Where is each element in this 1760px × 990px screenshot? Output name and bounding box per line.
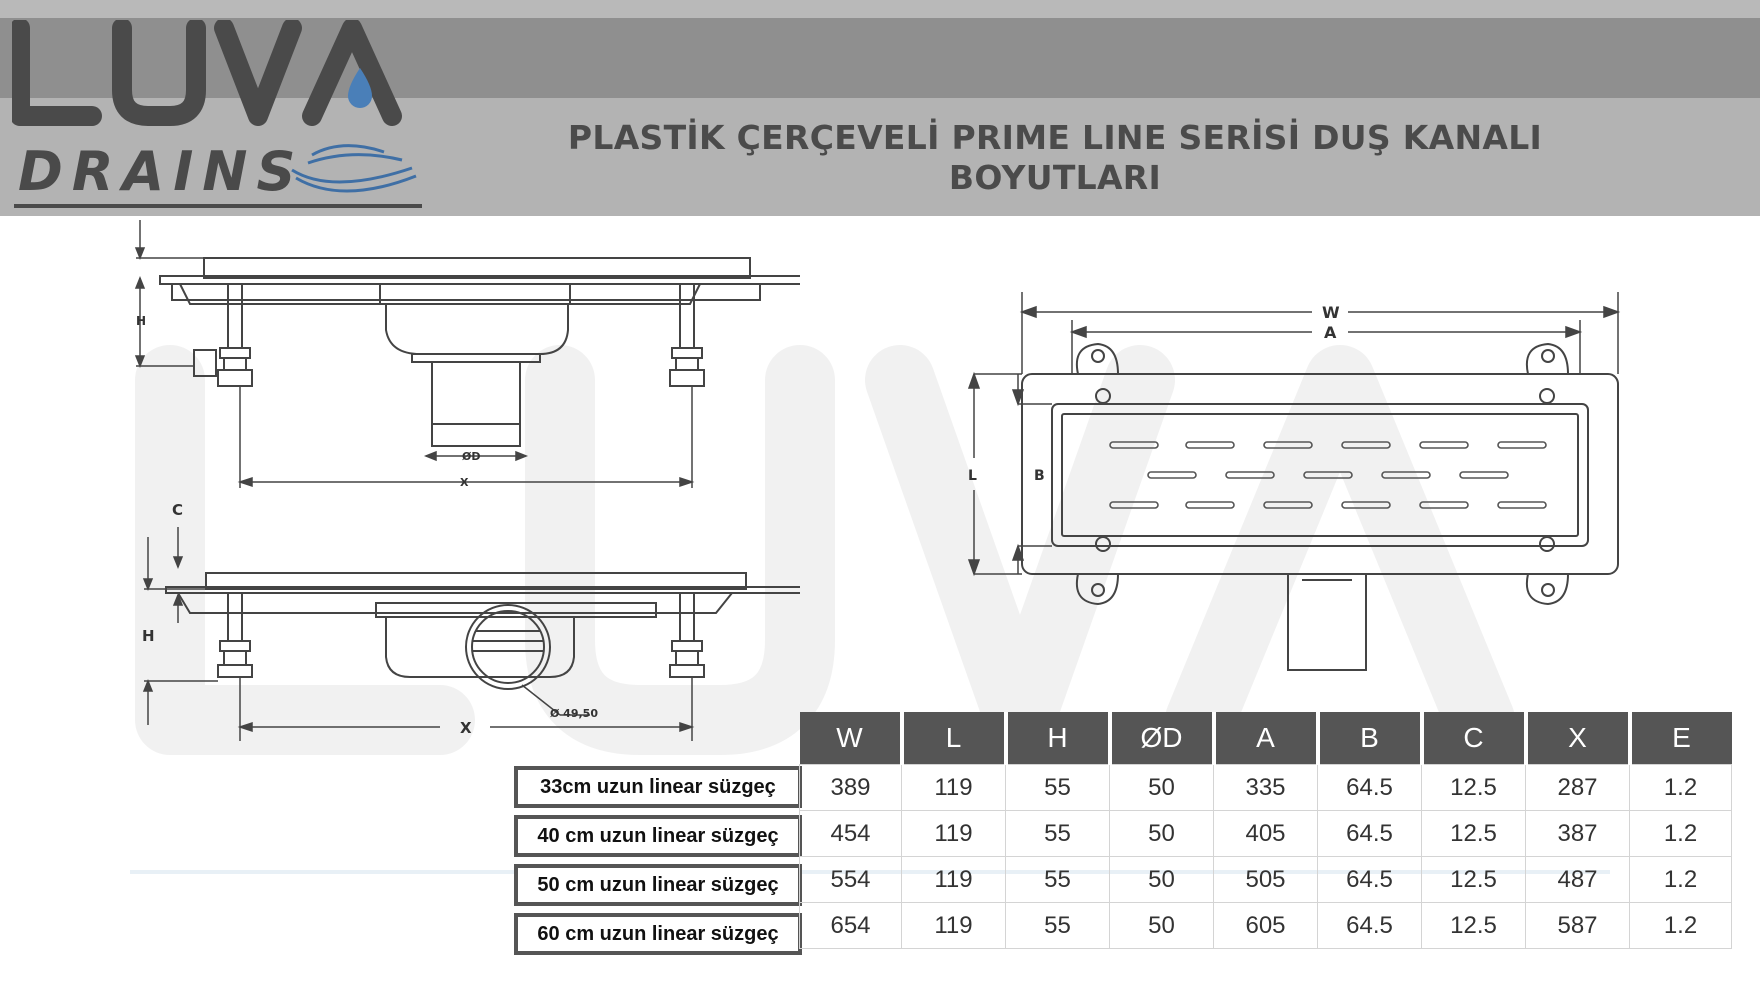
column-header-c: C [1422, 712, 1526, 765]
table-cell: 55 [1006, 857, 1110, 903]
table-cell: 605 [1214, 903, 1318, 949]
column-header-w: W [800, 712, 902, 765]
table-row [800, 811, 1732, 857]
table-row [800, 903, 1732, 949]
table-cell: 389 [800, 765, 902, 811]
dim-label-b: B [1034, 468, 1045, 484]
table-cell: 287 [1526, 765, 1630, 811]
table-cell: 64.5 [1318, 811, 1422, 857]
table-cell: 119 [902, 857, 1006, 903]
dim-label-c: C [172, 501, 184, 519]
table-cell: 12.5 [1422, 811, 1526, 857]
row-label-60cm: 60 cm uzun linear süzgeç [514, 913, 802, 955]
header-top-band [0, 0, 1760, 18]
dim-label-h-bottom: H [142, 627, 155, 645]
column-header-e: E [1630, 712, 1732, 765]
table-cell: 487 [1526, 857, 1630, 903]
table-cell: 505 [1214, 857, 1318, 903]
table-cell: 1.2 [1630, 903, 1732, 949]
top-view-drawing [960, 290, 1650, 690]
dimensions-table [799, 712, 1732, 949]
table-row [800, 765, 1732, 811]
side-view-top-drawing [120, 220, 800, 510]
table-cell: 64.5 [1318, 903, 1422, 949]
dim-label-a: A [1324, 323, 1337, 342]
page-title [530, 118, 1580, 198]
table-cell: 55 [1006, 765, 1110, 811]
table-cell: 55 [1006, 811, 1110, 857]
logo-drains-text: DRAINS [18, 140, 305, 203]
column-header-b: B [1318, 712, 1422, 765]
side-view-bottom-drawing [120, 495, 800, 745]
row-label-50cm: 50 cm uzun linear süzgeç [514, 864, 802, 906]
table-cell: 119 [902, 765, 1006, 811]
table-cell: 454 [800, 811, 902, 857]
table-cell: 1.2 [1630, 857, 1732, 903]
column-header-l: L [902, 712, 1006, 765]
table-cell: 64.5 [1318, 857, 1422, 903]
table-cell: 654 [800, 903, 902, 949]
table-cell: 1.2 [1630, 765, 1732, 811]
table-cell: 50 [1110, 765, 1214, 811]
dim-label-x-bottom: X [460, 719, 472, 737]
column-header-od: ØD [1110, 712, 1214, 765]
table-cell: 1.2 [1630, 811, 1732, 857]
table-row [800, 857, 1732, 903]
table-cell: 119 [902, 811, 1006, 857]
table-header-row [800, 712, 1732, 765]
table-cell: 50 [1110, 811, 1214, 857]
row-label-33cm: 33cm uzun linear süzgeç [514, 766, 802, 808]
dim-label-w: W [1322, 303, 1340, 322]
logo-underline [14, 204, 422, 208]
table-cell: 335 [1214, 765, 1318, 811]
table-cell: 12.5 [1422, 903, 1526, 949]
table-cell: 55 [1006, 903, 1110, 949]
table-cell: 554 [800, 857, 902, 903]
title-line-2: BOYUTLARI [948, 158, 1162, 197]
table-cell: 387 [1526, 811, 1630, 857]
table-cell: 64.5 [1318, 765, 1422, 811]
dim-label-outlet-diameter: Ø 49,50 [550, 707, 598, 720]
row-label-40cm: 40 cm uzun linear süzgeç [514, 815, 802, 857]
column-header-a: A [1214, 712, 1318, 765]
table-cell: 119 [902, 903, 1006, 949]
dim-label-h: H [136, 314, 147, 328]
table-cell: 12.5 [1422, 857, 1526, 903]
table-cell: 587 [1526, 903, 1630, 949]
table-cell: 50 [1110, 857, 1214, 903]
table-cell: 405 [1214, 811, 1318, 857]
column-header-h: H [1006, 712, 1110, 765]
title-line-1: PLASTİK ÇERÇEVELİ PRIME LINE SERİSİ DUŞ KANALI [567, 118, 1543, 157]
column-header-x: X [1526, 712, 1630, 765]
dim-label-l: L [968, 468, 977, 484]
dim-label-od: ØD [462, 450, 481, 463]
dim-label-x: X [460, 476, 469, 489]
table-cell: 50 [1110, 903, 1214, 949]
table-cell: 12.5 [1422, 765, 1526, 811]
